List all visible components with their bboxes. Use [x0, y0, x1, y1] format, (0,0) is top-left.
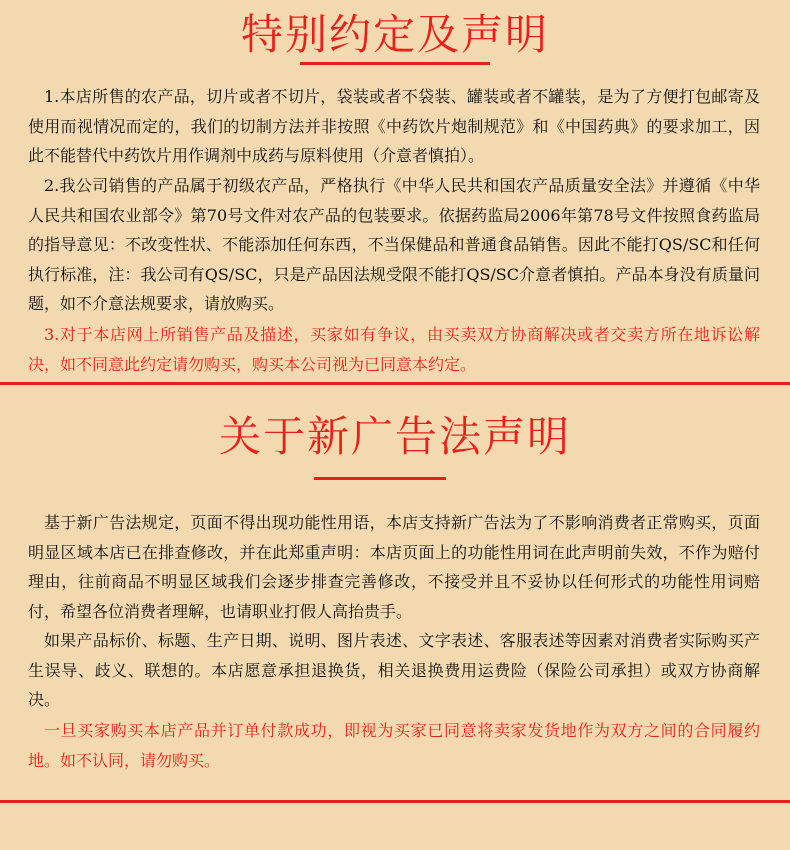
agreement-paragraph-2: 2.我公司销售的产品属于初级农产品，严格执行《中华人民共和国农产品质量安全法》并遵循《中华人民共和国农业部令》第70号文件对农产品的包装要求。依据药监局2006年第78号文件按照食药监局的指导意见：不改变性状、不能添加任何东西，不当保健品和普通食品销售。因此不能打QS/SC和任何执行标准，注：我公司有QS/SC，只是产品因法规受限不能打QS/SC介意者慎拍。产品本身没有质量问题，如不介意法规要求，请放购买。 — [28, 176, 760, 313]
advertising-paragraph-3: 一旦买家购买本店产品并订单付款成功，即视为买家已同意将卖家发货地作为双方之间的合同履约地。如不认同，请勿购买。 — [28, 721, 760, 770]
agreement-title: 特别约定及声明 — [240, 10, 549, 59]
section-divider — [0, 382, 790, 385]
advertising-paragraph-2: 如果产品标价、标题、生产日期、说明、图片表述、文字表述、客服表述等因素对消费者实际购买产生误导、歧义、联想的。本店愿意承担退换货，相关退换费用运费险（保险公司承担）或双方协商解决。 — [28, 631, 760, 709]
agreement-paragraph-1: 1.本店所售的农产品，切片或者不切片，袋装或者不袋装、罐装或者不罐装，是为了方便打包邮寄及使用而视情况而定的，我们的切制方法并非按照《中药饮片炮制规范》和《中国药典》的要求加工，因此不能替代中药饮片用作调剂中成药与原料使用（介意者慎拍）。 — [28, 87, 760, 165]
advertising-law-title: 关于新广告法声明 — [218, 412, 571, 461]
agreement-title-underline — [300, 62, 490, 65]
advertising-law-title-underline — [314, 477, 446, 480]
agreement-paragraph-3: 3.对于本店网上所销售产品及描述，买家如有争议，由买卖双方协商解决或者交卖方所在地诉讼解决，如不同意此约定请勿购买，购买本公司视为已同意本约定。 — [28, 325, 760, 374]
advertising-paragraph-1: 基于新广告法规定，页面不得出现功能性用语，本店支持新广告法为了不影响消费者正常购买，页面明显区域本店已在排查修改，并在此郑重声明：本店页面上的功能性用词在此声明前失效，不作为赔付理由，往前商品不明显区域我们会逐步排查完善修改，不接受并且不妥协以任何形式的功能性用词赔付，希望各位消费者理解，也请职业打假人高抬贵手。 — [28, 513, 760, 621]
bottom-divider — [0, 800, 790, 803]
